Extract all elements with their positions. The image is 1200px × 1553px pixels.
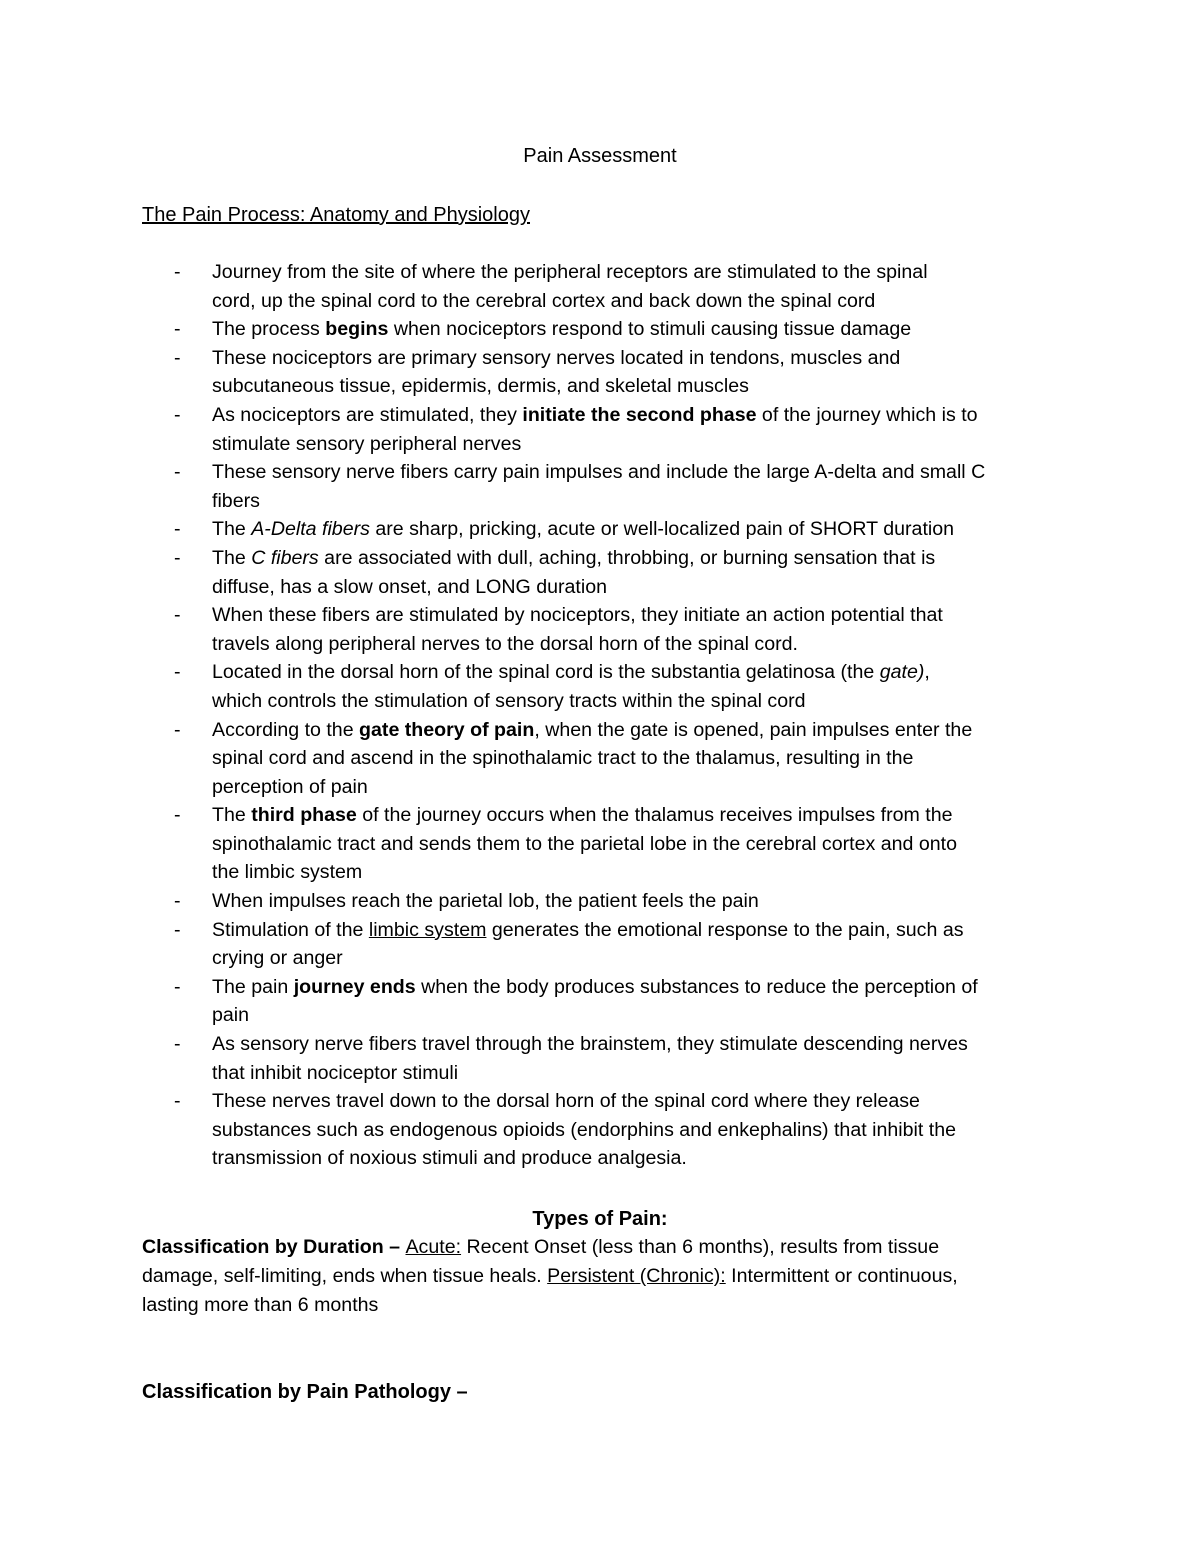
bullet-text: which controls the stimulation of sensory tracts within the spinal cord (212, 689, 806, 712)
italic-run: A-Delta fibers (251, 518, 370, 541)
text-run: when nociceptors respond to stimuli causing tissue damage (388, 318, 912, 341)
paragraph-line (142, 1233, 1062, 1262)
bullet-marker: - (174, 546, 181, 569)
bullet-text: substances such as endogenous opioids (endorphins and enkephalins) that inhibit the (212, 1118, 956, 1141)
bullet-text: spinal cord and ascend in the spinothalamic tract to the thalamus, resulting in the (212, 747, 914, 770)
bullet-text: When these fibers are stimulated by nociceptors, they initiate an action potential that (212, 604, 943, 627)
list-item (142, 887, 1062, 916)
acute-label: Acute: (405, 1236, 462, 1258)
bullet-text (212, 916, 1062, 945)
bullet-marker: - (174, 661, 181, 684)
bullet-text: travels along peripheral nerves to the dorsal horn of the spinal cord. (212, 632, 798, 655)
text-run: Stimulation of the (212, 918, 369, 941)
list-item (142, 973, 1062, 1030)
list-item (142, 1030, 1062, 1087)
bullet-text: Journey from the site of where the peripheral receptors are stimulated to the spinal (212, 261, 928, 283)
bullet-text (212, 544, 1062, 573)
page-title: Pain Assessment (523, 145, 677, 167)
bullet-marker: - (174, 518, 181, 541)
bullet-text: pain (212, 1004, 250, 1027)
paragraph-line: lasting more than 6 months (142, 1294, 379, 1316)
bullet-text: fibers (212, 489, 260, 512)
bullet-marker: - (174, 346, 181, 369)
list-item (142, 601, 1062, 658)
list-item (142, 544, 1062, 601)
bullet-text: the limbic system (212, 861, 363, 884)
bold-run: gate theory of pain (359, 718, 535, 741)
bullet-marker: - (174, 975, 181, 998)
pathology-heading: Classification by Pain Pathology – (142, 1381, 468, 1403)
bold-run: journey ends (293, 975, 416, 998)
list-item (142, 916, 1062, 973)
text-run: The (212, 804, 252, 827)
text-run: The (212, 518, 252, 541)
bullet-marker: - (174, 718, 181, 741)
bullet-text: When impulses reach the parietal lob, the patient feels the pain (212, 890, 759, 913)
text-run: when the body produces substances to reduce the perception of (415, 975, 978, 998)
bullet-text: stimulate sensory peripheral nerves (212, 432, 522, 455)
bullet-text (212, 973, 1062, 1002)
bullet-text: These nociceptors are primary sensory nerves located in tendons, muscles and (212, 346, 901, 369)
bullet-text: cord, up the spinal cord to the cerebral cortex and back down the spinal cord (212, 289, 876, 312)
bullet-list (142, 258, 1062, 1173)
text-run: of the journey which is to (756, 403, 978, 426)
bullet-text: These nerves travel down to the dorsal horn of the spinal cord where they release (212, 1090, 920, 1113)
bullet-text (212, 315, 1062, 344)
bullet-marker: - (174, 1090, 181, 1113)
bullet-text (212, 801, 1062, 830)
list-item (142, 315, 1062, 344)
text-run: The (212, 546, 252, 569)
bullet-marker: - (174, 1033, 181, 1056)
types-of-pain-heading: Types of Pain: (532, 1208, 668, 1230)
bullet-text: transmission of noxious stimuli and produce analgesia. (212, 1147, 687, 1170)
italic-run: gate) (879, 661, 925, 684)
list-item (142, 401, 1062, 458)
bullet-marker: - (174, 318, 181, 341)
text-run: Recent Onset (less than 6 months), results from tissue (461, 1236, 940, 1258)
text-run: The process (212, 318, 326, 341)
duration-paragraph (142, 1233, 1062, 1320)
bold-run: third phase (251, 804, 357, 827)
list-item (142, 258, 1062, 315)
bullet-text (212, 401, 1062, 430)
bullet-text: These sensory nerve fibers carry pain impulses and include the large A-delta and small C (212, 461, 986, 484)
bullet-text: spinothalamic tract and sends them to the parietal lobe in the cerebral cortex and onto (212, 832, 958, 855)
list-item (142, 515, 1062, 544)
bullet-marker: - (174, 918, 181, 941)
duration-label: Classification by Duration – (142, 1236, 406, 1258)
bullet-marker: - (174, 890, 181, 913)
text-run: Intermittent or continuous, (725, 1265, 958, 1287)
section-heading: The Pain Process: Anatomy and Physiology (142, 204, 530, 226)
bullet-text: crying or anger (212, 947, 343, 970)
bullet-marker: - (174, 461, 181, 484)
bullet-text (212, 716, 1062, 745)
bullet-text: that inhibit nociceptor stimuli (212, 1061, 459, 1084)
paragraph-line (142, 1262, 1062, 1291)
text-run: As nociceptors are stimulated, they (212, 403, 523, 426)
bullet-marker: - (174, 604, 181, 627)
text-run: , (924, 661, 930, 684)
text-run: Located in the dorsal horn of the spinal cord is the substantia gelatinosa (the (212, 661, 880, 684)
bullet-text: subcutaneous tissue, epidermis, dermis, and skeletal muscles (212, 375, 749, 398)
text-run: The pain (212, 975, 294, 998)
bullet-text (212, 658, 1062, 687)
list-item (142, 344, 1062, 401)
text-run: According to the (212, 718, 360, 741)
bold-run: initiate the second phase (522, 403, 757, 426)
list-item (142, 1087, 1062, 1173)
text-run: of the journey occurs when the thalamus receives impulses from the (356, 804, 953, 827)
text-run: are sharp, pricking, acute or well-localized pain of SHORT duration (369, 518, 955, 541)
bullet-text: diffuse, has a slow onset, and LONG duration (212, 575, 608, 598)
list-item (142, 716, 1062, 802)
text-run: generates the emotional response to the pain, such as (486, 918, 964, 941)
bullet-marker: - (174, 804, 181, 827)
bullet-marker: - (174, 261, 181, 283)
bold-run: begins (325, 318, 389, 341)
bullet-marker: - (174, 403, 181, 426)
list-item (142, 801, 1062, 887)
list-item (142, 458, 1062, 515)
text-run: , when the gate is opened, pain impulses enter the (534, 718, 973, 741)
bullet-text: As sensory nerve fibers travel through the brainstem, they stimulate descending nerves (212, 1033, 968, 1056)
list-item (142, 658, 1062, 715)
bullet-text (212, 515, 1062, 544)
italic-run: C fibers (251, 546, 319, 569)
text-run: damage, self-limiting, ends when tissue heals. (142, 1265, 548, 1287)
text-run: are associated with dull, aching, throbbing, or burning sensation that is (318, 546, 936, 569)
chronic-label: Persistent (Chronic): (547, 1265, 726, 1287)
underlined-run: limbic system (368, 918, 487, 941)
bullet-text: perception of pain (212, 775, 368, 798)
